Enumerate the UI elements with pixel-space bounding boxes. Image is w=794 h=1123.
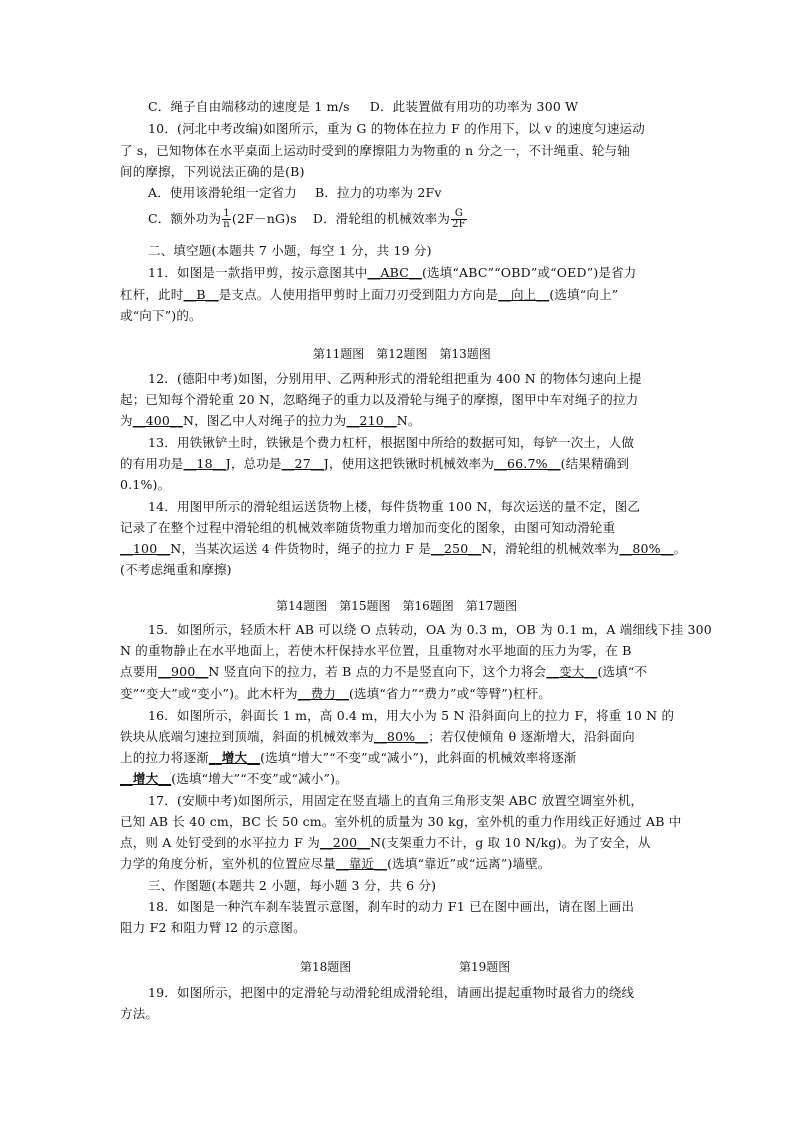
- figure-caption-18: 第18题图: [300, 960, 352, 974]
- figure-captions-14-17: 第14题图 第15题图 第16题图 第17题图: [276, 599, 518, 613]
- q11-line1: 11．如图是一款指甲剪，按示意图其中__ABC__(选填“ABC”“OBD”或“OED”)是省力: [148, 265, 637, 280]
- q14-answer-2: __250__: [431, 541, 482, 556]
- q10-option-a: A．使用该滑轮组一定省力: [148, 185, 297, 200]
- q15-line1: 15．如图所示，轻质木杆 AB 可以绕 O 点转动，OA 为 0.3 m，OB 为 0.1 m，A 端细线下挂 300: [148, 622, 712, 637]
- q10-options-cd: [148, 206, 708, 232]
- q15-answer-2: __变大__: [546, 664, 598, 679]
- q10-option-c: C．额外功为 $\frac{1}{n}$ (2F－nG)s: [148, 208, 297, 230]
- q12-line2: 起；已知每个滑轮重 20 N，忽略绳子的重力以及滑轮与绳子的摩擦，图甲中车对绳子的拉力: [120, 392, 639, 407]
- q17-line2: 已知 AB 长 40 cm，BC 长 50 cm。室外机的质量为 30 kg，室外机的重力作用线正好通过 AB 中: [120, 814, 682, 829]
- q13-line3: 0.1%)。: [120, 477, 171, 492]
- q10-stem-line1: 10．(河北中考改编)如图所示，重为 G 的物体在拉力 F 的作用下，以 v 的速度匀速运动: [148, 121, 645, 136]
- q13-line2: 的有用功是__18__J，总功是__27__J，使用这把铁锹时机械效率为__66.7%__(结果精确到: [120, 456, 630, 471]
- q10-stem-line2: 了 s，已知物体在水平桌面上运动时受到的摩擦阻力为物重的 n 分之一，不计绳重、轮与轴: [120, 143, 630, 158]
- q11-answer-2: __B__: [183, 287, 219, 302]
- q12-answer-1: __400__: [132, 413, 183, 428]
- q12-line3: 为__400__N，图乙中人对绳子的拉力为__210__N。: [120, 413, 421, 428]
- q19-line1: 19．如图所示，把图中的定滑轮与动滑轮组成滑轮组，请画出提起重物时最省力的绕线: [148, 985, 635, 1000]
- q10-option-d: D．滑轮组的机械效率为 $\frac{G}{2F}$: [312, 208, 466, 230]
- q13-answer-3: __66.7%__: [494, 456, 561, 471]
- q9-options-cd: [148, 97, 708, 117]
- q15-answer-3: __费力__: [297, 686, 349, 701]
- q16-answer-3: __增大__: [120, 771, 172, 786]
- q15-answer-1: __900__: [158, 664, 209, 679]
- q10-option-d-fraction: $\frac{G}{2F}$: [452, 208, 466, 230]
- q9-option-d: D．此装置做有用功的功率为 300 W: [369, 99, 579, 114]
- q18-line2: 阻力 F2 和阻力臂 l2 的示意图。: [120, 920, 306, 935]
- q11-line2: 杠杆，此时__B__是支点。人使用指甲剪时上面刀刃受到阻力方向是__向上__(选填“向上”: [120, 287, 619, 302]
- q11-line3: 或“向下”)的。: [120, 308, 202, 323]
- q14-answer-3: __80%__: [619, 541, 674, 556]
- q14-line2: 记录了在整个过程中滑轮组的机械效率随货物重力增加而变化的图象，由图可知动滑轮重: [120, 520, 616, 535]
- section-3-heading: 三、作图题(本题共 2 小题，每小题 3 分，共 6 分): [148, 878, 437, 893]
- q10-option-b: B．拉力的功率为 2Fv: [314, 185, 442, 200]
- q17-answer-1: __200__: [319, 835, 371, 850]
- q16-answer-1: __80%__: [374, 729, 429, 744]
- q14-line1: 14．用图甲所示的滑轮组运送货物上楼，每件货物重 100 N，每次运送的量不定，图乙: [148, 499, 641, 514]
- q17-line1: 17．(安顺中考)如图所示，用固定在竖直墙上的直角三角形支架 ABC 放置空调室外机，: [148, 793, 644, 808]
- q15-line3: 点要用__900__N 竖直向下的拉力，若 B 点的力不是竖直向下，这个力将会__变大__(选填“不: [120, 664, 648, 679]
- q17-line4: 力学的角度分析，室外机的位置应尽量__靠近__(选填“靠近”或“远离”)墙壁。: [120, 856, 551, 871]
- q13-answer-1: __18__: [183, 456, 226, 471]
- q11-answer-1: __ABC__: [367, 265, 422, 280]
- section-2-heading: 二、填空题(本题共 7 小题，每空 1 分，共 19 分): [148, 243, 432, 258]
- q16-line1: 16．如图所示，斜面长 1 m，高 0.4 m，用大小为 5 N 沿斜面向上的拉力 F，将重 10 N 的: [148, 708, 675, 723]
- q16-answer-2: __增大__: [208, 750, 261, 765]
- q14-answer-1: __100__: [120, 541, 171, 556]
- figure-captions-11-13: 第11题图 第12题图 第13题图: [313, 347, 491, 361]
- q10-options-ab: [148, 183, 708, 203]
- q14-line4: (不考虑绳重和摩擦): [120, 562, 232, 577]
- q17-line3: 点，则 A 处钉受到的水平拉力 F 为__200__N(支架重力不计，g 取 10 N/kg)。为了安全，从: [120, 835, 651, 850]
- q16-line3: 上的拉力将逐渐__增大__(选填“增大”“不变”或“减小”)，此斜面的机械效率将逐渐: [120, 750, 577, 765]
- q11-answer-3: __向上__: [498, 287, 550, 302]
- q17-answer-2: __靠近__: [335, 856, 388, 871]
- q13-line1: 13．用铁锹铲土时，铁锹是个费力杠杆，根据图中所给的数据可知，每铲一次土，人做: [148, 435, 635, 450]
- q13-answer-2: __27__: [281, 456, 324, 471]
- q9-option-c: C．绳子自由端移动的速度是 1 m/s: [148, 99, 350, 114]
- q15-line4: 变”“变大”或“变小”)。此木杆为__费力__(选填“省力”“费力”或“等臂”)杠杆。: [120, 686, 552, 701]
- q15-line2: N 的重物静止在水平地面上，若使木杆保持水平位置，且重物对水平地面的压力为零，在 B: [120, 643, 632, 658]
- q18-line1: 18．如图是一种汽车刹车装置示意图，刹车时的动力 F1 已在图中画出，请在图上画出: [148, 899, 635, 914]
- figure-caption-19: 第19题图: [459, 960, 511, 974]
- q12-line1: 12．(德阳中考)如图，分别用甲、乙两种形式的滑轮组把重为 400 N 的物体匀速向上提: [148, 371, 642, 386]
- q10-option-c-fraction: $\frac{1}{n}$: [223, 208, 230, 230]
- q16-line2: 铁块从底端匀速拉到顶端，斜面的机械效率为__80%__；若仅使倾角 θ 逐渐增大，沿斜面向: [120, 729, 635, 744]
- q16-line4: __增大__(选填“增大”“不变”或“减小”)。: [120, 771, 348, 786]
- q19-line2: 方法。: [120, 1006, 159, 1021]
- q14-line3: __100__N，当某次运送 4 件货物时，绳子的拉力 F 是__250__N，滑轮组的机械效率为__80%__。: [120, 541, 687, 556]
- q10-stem-line3: 间的摩擦，下列说法正确的是(B): [120, 164, 305, 179]
- q12-answer-2: __210__: [346, 413, 397, 428]
